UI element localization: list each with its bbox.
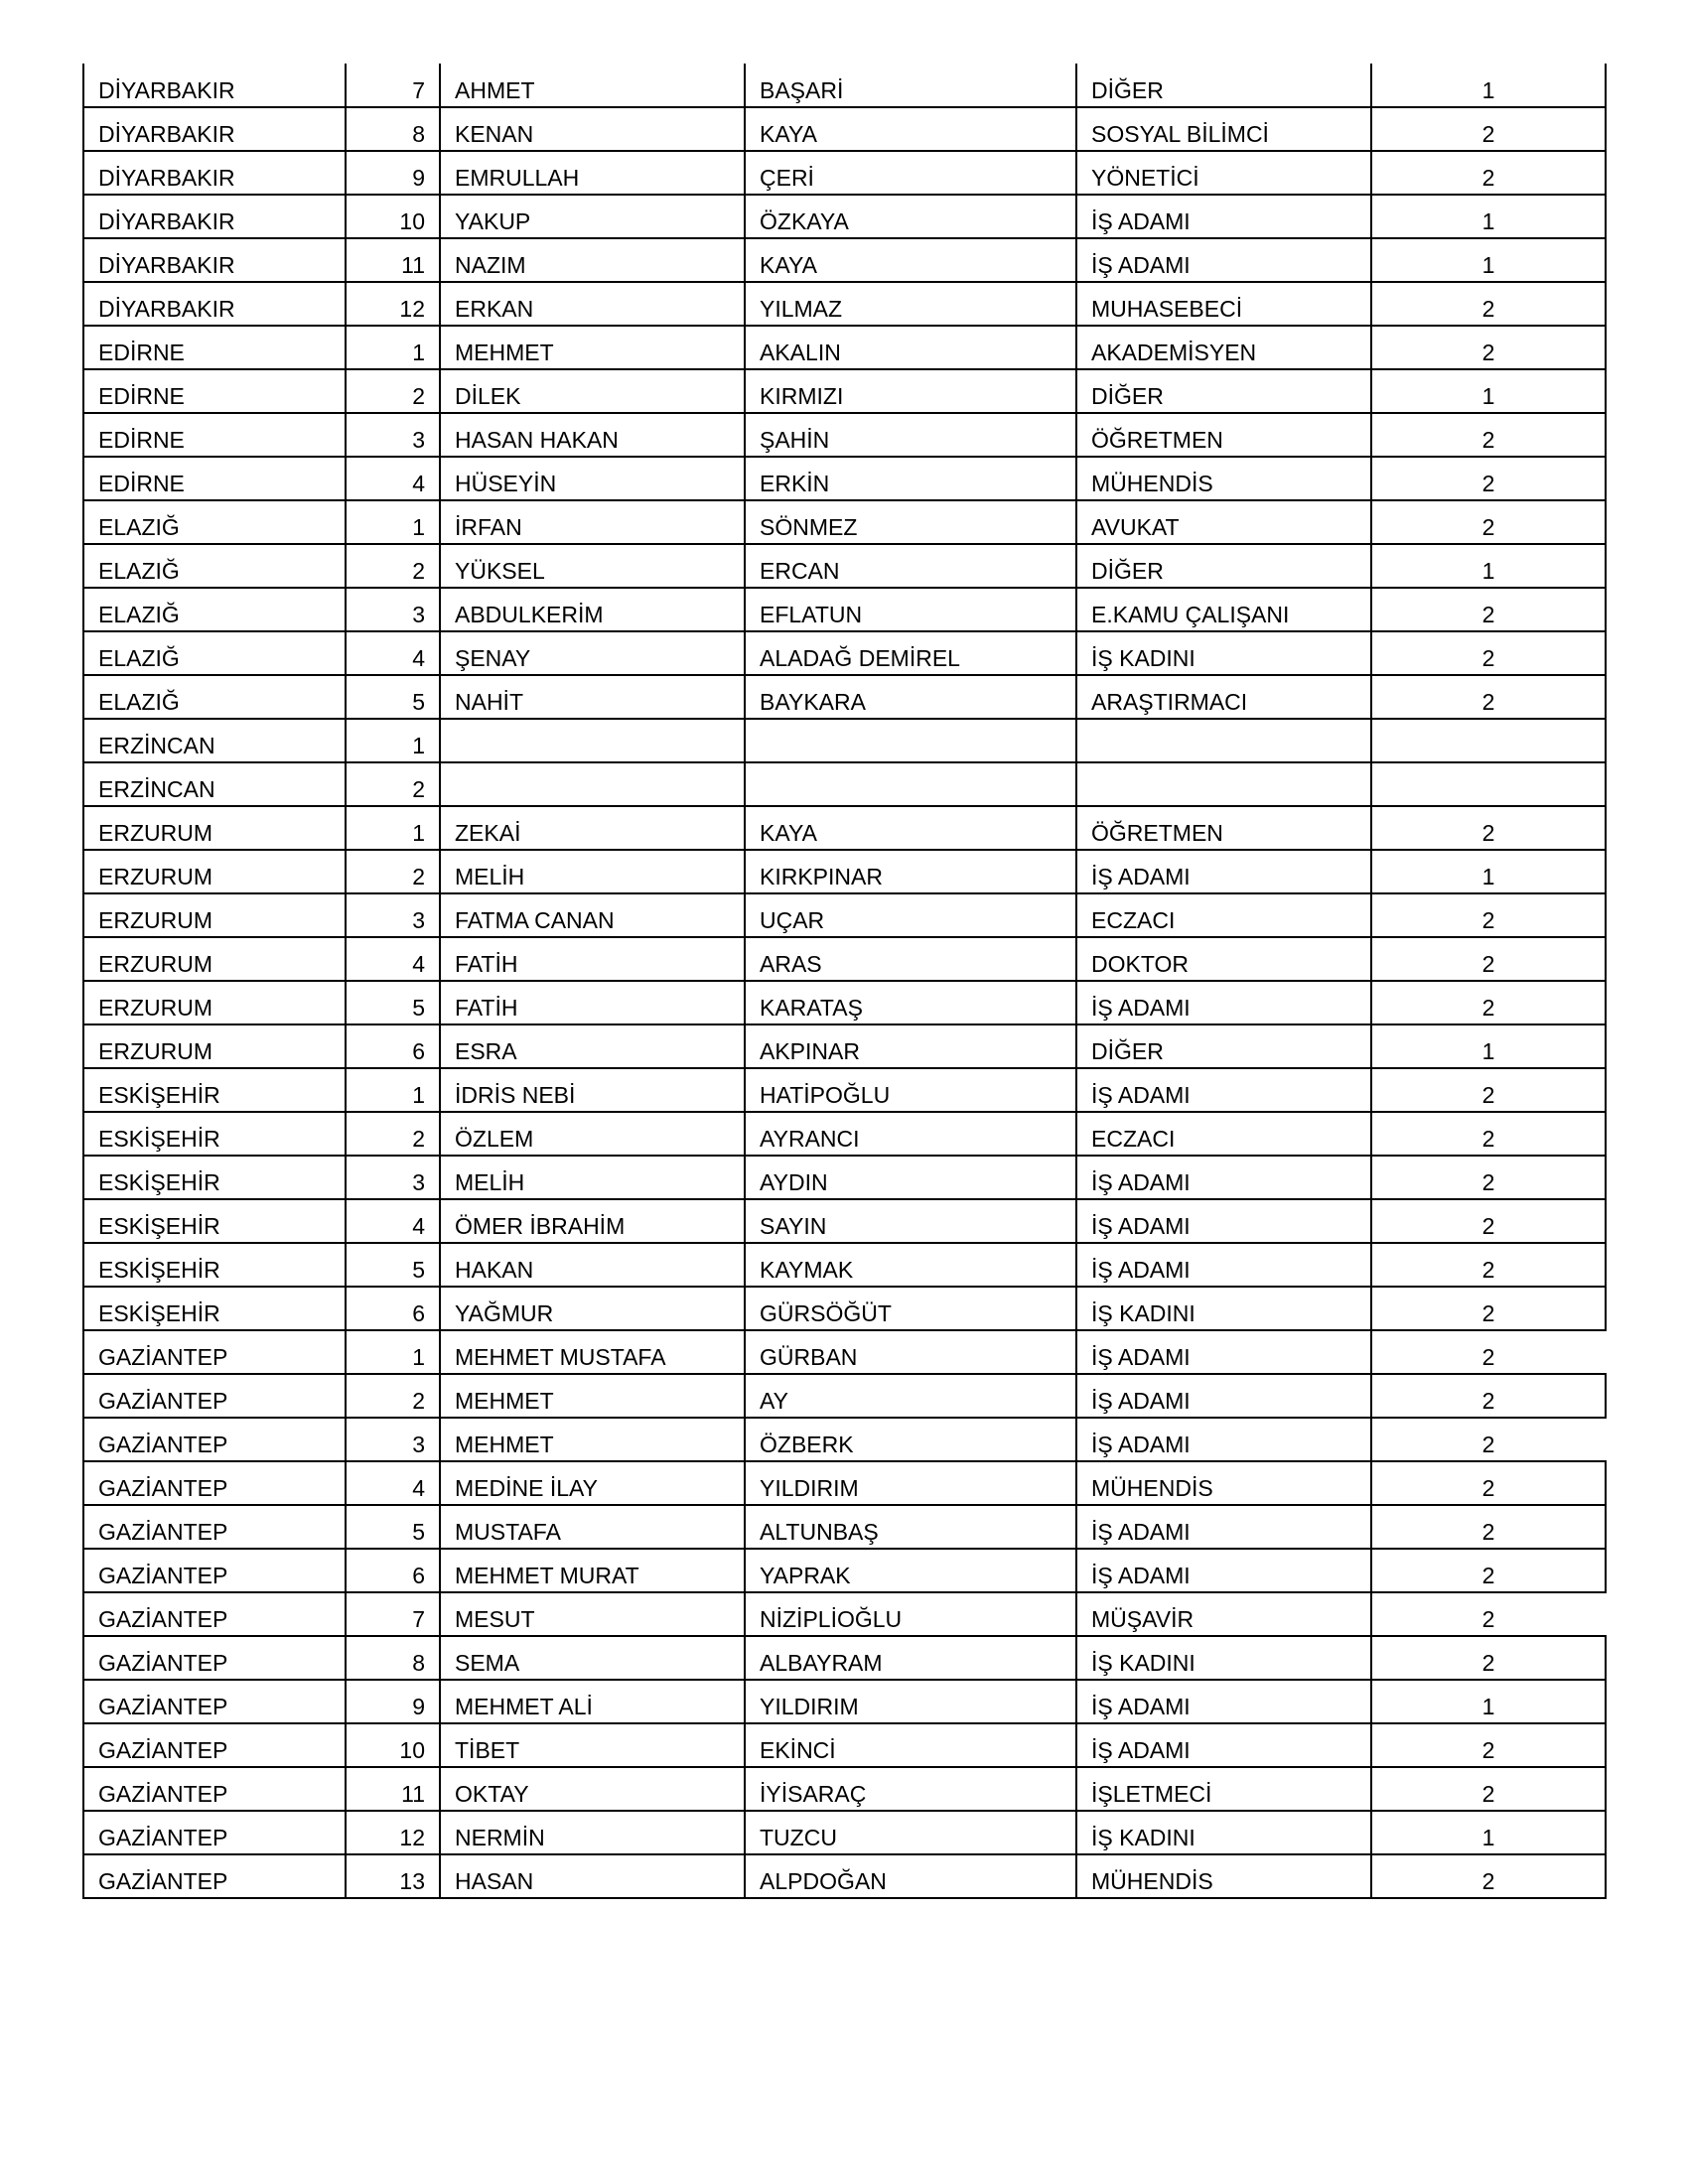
first-name-cell: SEMA [440,1636,745,1680]
row-number-cell: 5 [346,675,440,719]
first-name-cell: HASAN [440,1854,745,1898]
occupation-cell: DİĞER [1076,544,1371,588]
value-cell: 2 [1371,1592,1606,1636]
table-row [83,326,1606,369]
first-name-cell: MEHMET [440,1374,745,1418]
value-cell: 2 [1371,1287,1606,1330]
table-row [83,806,1606,850]
value-cell: 2 [1371,1505,1606,1549]
table-row [83,107,1606,151]
last-name-cell: HATİPOĞLU [745,1068,1076,1112]
value-cell: 1 [1371,1024,1606,1068]
occupation-cell: ECZACI [1076,893,1371,937]
table-row [83,937,1606,981]
first-name-cell: AHMET [440,64,745,107]
value-cell: 2 [1371,675,1606,719]
province-cell: DİYARBAKIR [83,151,346,195]
last-name-cell: KAYA [745,806,1076,850]
value-cell: 2 [1371,1112,1606,1156]
table-row [83,1112,1606,1156]
occupation-cell [1076,762,1371,806]
last-name-cell: NİZİPLİOĞLU [745,1592,1076,1636]
value-cell: 1 [1371,1680,1606,1723]
occupation-cell: İŞ ADAMI [1076,1243,1371,1287]
table-row [83,195,1606,238]
province-cell: DİYARBAKIR [83,64,346,107]
table-row [83,1767,1606,1811]
table-row [83,413,1606,457]
first-name-cell: MELİH [440,1156,745,1199]
last-name-cell: AKALIN [745,326,1076,369]
value-cell: 2 [1371,1723,1606,1767]
occupation-cell: İŞ ADAMI [1076,1156,1371,1199]
last-name-cell: BAŞARİ [745,64,1076,107]
first-name-cell [440,762,745,806]
table-row [83,1854,1606,1898]
row-number-cell: 4 [346,1461,440,1505]
occupation-cell: MÜHENDİS [1076,457,1371,500]
province-cell: ELAZIĞ [83,588,346,631]
occupation-cell: ARAŞTIRMACI [1076,675,1371,719]
occupation-cell: İŞ ADAMI [1076,238,1371,282]
last-name-cell: TUZCU [745,1811,1076,1854]
value-cell: 2 [1371,107,1606,151]
occupation-cell: İŞ KADINI [1076,1636,1371,1680]
first-name-cell: FATİH [440,937,745,981]
province-cell: ESKİŞEHİR [83,1287,346,1330]
last-name-cell: ALADAĞ DEMİREL [745,631,1076,675]
row-number-cell: 1 [346,719,440,762]
row-number-cell: 1 [346,500,440,544]
table-row [83,64,1606,107]
last-name-cell: ARAS [745,937,1076,981]
candidate-table [82,64,1607,1899]
value-cell [1371,762,1606,806]
table-row [83,1068,1606,1112]
first-name-cell: MEHMET [440,326,745,369]
last-name-cell: AYDIN [745,1156,1076,1199]
table-row [83,1723,1606,1767]
table-row [83,1418,1606,1461]
province-cell: GAZİANTEP [83,1505,346,1549]
last-name-cell: ŞAHİN [745,413,1076,457]
last-name-cell: BAYKARA [745,675,1076,719]
table-row [83,1461,1606,1505]
value-cell: 2 [1371,1156,1606,1199]
row-number-cell: 4 [346,457,440,500]
province-cell: DİYARBAKIR [83,107,346,151]
last-name-cell: ÖZKAYA [745,195,1076,238]
table-row [83,1636,1606,1680]
first-name-cell: ERKAN [440,282,745,326]
first-name-cell: ESRA [440,1024,745,1068]
occupation-cell: DİĞER [1076,1024,1371,1068]
row-number-cell: 2 [346,1112,440,1156]
occupation-cell: İŞ ADAMI [1076,1068,1371,1112]
table-row [83,850,1606,893]
first-name-cell: YAĞMUR [440,1287,745,1330]
value-cell: 2 [1371,1461,1606,1505]
province-cell: EDİRNE [83,413,346,457]
province-cell: ERZURUM [83,806,346,850]
table-row [83,282,1606,326]
last-name-cell [745,719,1076,762]
table-row [83,719,1606,762]
value-cell [1371,719,1606,762]
province-cell: GAZİANTEP [83,1723,346,1767]
value-cell: 2 [1371,151,1606,195]
occupation-cell: MUHASEBECİ [1076,282,1371,326]
value-cell: 2 [1371,1854,1606,1898]
first-name-cell: MELİH [440,850,745,893]
first-name-cell: YAKUP [440,195,745,238]
first-name-cell [440,719,745,762]
row-number-cell: 2 [346,544,440,588]
province-cell: ERZURUM [83,850,346,893]
last-name-cell: EFLATUN [745,588,1076,631]
table-row [83,1199,1606,1243]
first-name-cell: MEDİNE İLAY [440,1461,745,1505]
value-cell: 2 [1371,500,1606,544]
occupation-cell: DOKTOR [1076,937,1371,981]
table-row [83,1243,1606,1287]
last-name-cell: YAPRAK [745,1549,1076,1592]
value-cell: 2 [1371,1068,1606,1112]
occupation-cell: DİĞER [1076,369,1371,413]
row-number-cell: 7 [346,64,440,107]
value-cell: 1 [1371,544,1606,588]
last-name-cell: KAYA [745,107,1076,151]
last-name-cell: YILDIRIM [745,1461,1076,1505]
row-number-cell: 9 [346,151,440,195]
occupation-cell: DİĞER [1076,64,1371,107]
last-name-cell: YILMAZ [745,282,1076,326]
value-cell: 2 [1371,1243,1606,1287]
occupation-cell: MÜŞAVİR [1076,1592,1371,1636]
occupation-cell: İŞ KADINI [1076,631,1371,675]
table-row [83,1592,1606,1636]
table-row [83,1811,1606,1854]
occupation-cell: ÖĞRETMEN [1076,806,1371,850]
last-name-cell: İYİSARAÇ [745,1767,1076,1811]
value-cell: 2 [1371,1374,1606,1418]
first-name-cell: İDRİS NEBİ [440,1068,745,1112]
occupation-cell: İŞ ADAMI [1076,1418,1371,1461]
first-name-cell: NAHİT [440,675,745,719]
value-cell: 2 [1371,1549,1606,1592]
province-cell: GAZİANTEP [83,1461,346,1505]
province-cell: ERZURUM [83,937,346,981]
province-cell: ERZİNCAN [83,719,346,762]
province-cell: ESKİŞEHİR [83,1112,346,1156]
occupation-cell: İŞ ADAMI [1076,1505,1371,1549]
value-cell: 1 [1371,1811,1606,1854]
occupation-cell: İŞ ADAMI [1076,1199,1371,1243]
value-cell: 1 [1371,64,1606,107]
first-name-cell: MUSTAFA [440,1505,745,1549]
row-number-cell: 2 [346,762,440,806]
first-name-cell: ZEKAİ [440,806,745,850]
row-number-cell: 10 [346,1723,440,1767]
occupation-cell: İŞLETMECİ [1076,1767,1371,1811]
value-cell: 2 [1371,282,1606,326]
province-cell: ESKİŞEHİR [83,1199,346,1243]
occupation-cell: AVUKAT [1076,500,1371,544]
value-cell: 1 [1371,195,1606,238]
value-cell: 2 [1371,1767,1606,1811]
row-number-cell: 5 [346,1243,440,1287]
table-row [83,675,1606,719]
first-name-cell: FATMA CANAN [440,893,745,937]
province-cell: ERZURUM [83,981,346,1024]
province-cell: GAZİANTEP [83,1418,346,1461]
first-name-cell: DİLEK [440,369,745,413]
table-row [83,762,1606,806]
occupation-cell [1076,719,1371,762]
first-name-cell: ŞENAY [440,631,745,675]
first-name-cell: MEHMET ALİ [440,1680,745,1723]
first-name-cell: TİBET [440,1723,745,1767]
value-cell: 1 [1371,369,1606,413]
table-row [83,1374,1606,1418]
value-cell: 2 [1371,457,1606,500]
value-cell: 2 [1371,1418,1606,1461]
row-number-cell: 7 [346,1592,440,1636]
table-row [83,588,1606,631]
table-row [83,500,1606,544]
last-name-cell: ERCAN [745,544,1076,588]
table-body [83,64,1606,1898]
row-number-cell: 2 [346,369,440,413]
occupation-cell: SOSYAL BİLİMCİ [1076,107,1371,151]
last-name-cell [745,762,1076,806]
row-number-cell: 4 [346,1199,440,1243]
province-cell: GAZİANTEP [83,1811,346,1854]
last-name-cell: KAYMAK [745,1243,1076,1287]
province-cell: GAZİANTEP [83,1374,346,1418]
occupation-cell: İŞ ADAMI [1076,1330,1371,1374]
last-name-cell: KIRMIZI [745,369,1076,413]
value-cell: 2 [1371,981,1606,1024]
row-number-cell: 2 [346,1374,440,1418]
row-number-cell: 1 [346,326,440,369]
table-row [83,544,1606,588]
last-name-cell: SÖNMEZ [745,500,1076,544]
province-cell: GAZİANTEP [83,1330,346,1374]
last-name-cell: KARATAŞ [745,981,1076,1024]
value-cell: 2 [1371,326,1606,369]
row-number-cell: 12 [346,1811,440,1854]
first-name-cell: HAKAN [440,1243,745,1287]
row-number-cell: 11 [346,238,440,282]
value-cell: 2 [1371,588,1606,631]
row-number-cell: 1 [346,1330,440,1374]
value-cell: 2 [1371,806,1606,850]
province-cell: GAZİANTEP [83,1767,346,1811]
row-number-cell: 9 [346,1680,440,1723]
first-name-cell: NERMİN [440,1811,745,1854]
occupation-cell: İŞ ADAMI [1076,1723,1371,1767]
table-row [83,238,1606,282]
row-number-cell: 3 [346,1156,440,1199]
row-number-cell: 3 [346,413,440,457]
last-name-cell: UÇAR [745,893,1076,937]
first-name-cell: EMRULLAH [440,151,745,195]
province-cell: DİYARBAKIR [83,238,346,282]
table-row [83,1287,1606,1330]
occupation-cell: İŞ ADAMI [1076,981,1371,1024]
province-cell: ELAZIĞ [83,631,346,675]
row-number-cell: 4 [346,937,440,981]
value-cell: 2 [1371,1199,1606,1243]
table-row [83,151,1606,195]
occupation-cell: İŞ ADAMI [1076,850,1371,893]
row-number-cell: 6 [346,1287,440,1330]
last-name-cell: AYRANCI [745,1112,1076,1156]
province-cell: ERZURUM [83,893,346,937]
row-number-cell: 6 [346,1024,440,1068]
row-number-cell: 5 [346,1505,440,1549]
row-number-cell: 1 [346,806,440,850]
first-name-cell: MEHMET [440,1418,745,1461]
province-cell: DİYARBAKIR [83,195,346,238]
last-name-cell: ALPDOĞAN [745,1854,1076,1898]
row-number-cell: 13 [346,1854,440,1898]
table-row [83,369,1606,413]
last-name-cell: KIRKPINAR [745,850,1076,893]
table-row [83,1330,1606,1374]
last-name-cell: AY [745,1374,1076,1418]
occupation-cell: ECZACI [1076,1112,1371,1156]
value-cell: 1 [1371,850,1606,893]
occupation-cell: YÖNETİCİ [1076,151,1371,195]
province-cell: ELAZIĞ [83,544,346,588]
occupation-cell: İŞ ADAMI [1076,1549,1371,1592]
row-number-cell: 8 [346,107,440,151]
table-row [83,1156,1606,1199]
occupation-cell: İŞ ADAMI [1076,1680,1371,1723]
value-cell: 2 [1371,1330,1606,1374]
first-name-cell: NAZIM [440,238,745,282]
table-row [83,1680,1606,1723]
province-cell: ESKİŞEHİR [83,1156,346,1199]
occupation-cell: MÜHENDİS [1076,1461,1371,1505]
table-row [83,1549,1606,1592]
last-name-cell: GÜRBAN [745,1330,1076,1374]
value-cell: 1 [1371,238,1606,282]
province-cell: GAZİANTEP [83,1680,346,1723]
province-cell: EDİRNE [83,369,346,413]
province-cell: GAZİANTEP [83,1549,346,1592]
province-cell: GAZİANTEP [83,1854,346,1898]
occupation-cell: İŞ KADINI [1076,1811,1371,1854]
province-cell: ESKİŞEHİR [83,1243,346,1287]
row-number-cell: 12 [346,282,440,326]
first-name-cell: MESUT [440,1592,745,1636]
table-row [83,893,1606,937]
province-cell: DİYARBAKIR [83,282,346,326]
last-name-cell: SAYIN [745,1199,1076,1243]
row-number-cell: 11 [346,1767,440,1811]
province-cell: ELAZIĞ [83,675,346,719]
last-name-cell: ERKİN [745,457,1076,500]
first-name-cell: HÜSEYİN [440,457,745,500]
last-name-cell: KAYA [745,238,1076,282]
province-cell: ERZURUM [83,1024,346,1068]
occupation-cell: E.KAMU ÇALIŞANI [1076,588,1371,631]
first-name-cell: ÖZLEM [440,1112,745,1156]
row-number-cell: 3 [346,893,440,937]
row-number-cell: 2 [346,850,440,893]
first-name-cell: ÖMER İBRAHİM [440,1199,745,1243]
row-number-cell: 4 [346,631,440,675]
value-cell: 2 [1371,631,1606,675]
first-name-cell: KENAN [440,107,745,151]
occupation-cell: MÜHENDİS [1076,1854,1371,1898]
row-number-cell: 5 [346,981,440,1024]
occupation-cell: AKADEMİSYEN [1076,326,1371,369]
value-cell: 2 [1371,1636,1606,1680]
province-cell: ERZİNCAN [83,762,346,806]
row-number-cell: 8 [346,1636,440,1680]
last-name-cell: AKPINAR [745,1024,1076,1068]
row-number-cell: 3 [346,1418,440,1461]
table-row [83,457,1606,500]
last-name-cell: ÖZBERK [745,1418,1076,1461]
row-number-cell: 1 [346,1068,440,1112]
table-row [83,1505,1606,1549]
row-number-cell: 6 [346,1549,440,1592]
row-number-cell: 10 [346,195,440,238]
last-name-cell: EKİNCİ [745,1723,1076,1767]
first-name-cell: HASAN HAKAN [440,413,745,457]
first-name-cell: ABDULKERİM [440,588,745,631]
province-cell: EDİRNE [83,326,346,369]
last-name-cell: ÇERİ [745,151,1076,195]
province-cell: EDİRNE [83,457,346,500]
last-name-cell: YILDIRIM [745,1680,1076,1723]
last-name-cell: ALBAYRAM [745,1636,1076,1680]
table-row [83,631,1606,675]
occupation-cell: ÖĞRETMEN [1076,413,1371,457]
last-name-cell: GÜRSÖĞÜT [745,1287,1076,1330]
province-cell: GAZİANTEP [83,1592,346,1636]
last-name-cell: ALTUNBAŞ [745,1505,1076,1549]
province-cell: GAZİANTEP [83,1636,346,1680]
province-cell: ESKİŞEHİR [83,1068,346,1112]
table-row [83,1024,1606,1068]
value-cell: 2 [1371,893,1606,937]
occupation-cell: İŞ ADAMI [1076,195,1371,238]
occupation-cell: İŞ KADINI [1076,1287,1371,1330]
first-name-cell: YÜKSEL [440,544,745,588]
row-number-cell: 3 [346,588,440,631]
province-cell: ELAZIĞ [83,500,346,544]
first-name-cell: OKTAY [440,1767,745,1811]
first-name-cell: FATİH [440,981,745,1024]
first-name-cell: MEHMET MURAT [440,1549,745,1592]
first-name-cell: İRFAN [440,500,745,544]
value-cell: 2 [1371,413,1606,457]
occupation-cell: İŞ ADAMI [1076,1374,1371,1418]
first-name-cell: MEHMET MUSTAFA [440,1330,745,1374]
value-cell: 2 [1371,937,1606,981]
table-row [83,981,1606,1024]
